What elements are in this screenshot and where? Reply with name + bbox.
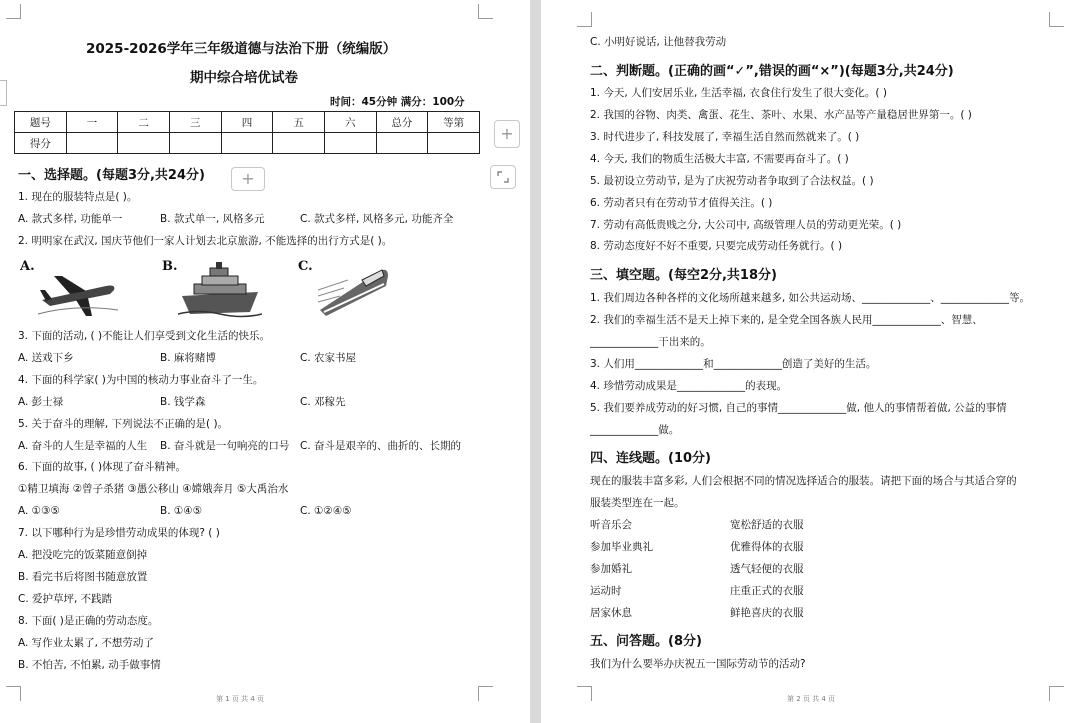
crop-mark — [1049, 686, 1064, 701]
crop-mark — [577, 686, 592, 701]
add-page-button[interactable] — [494, 120, 520, 148]
train-icon — [318, 262, 390, 318]
plus-icon: + — [500, 124, 514, 143]
option-text: A. ①③⑤ — [18, 505, 60, 517]
fill-item: _____________干出来的。 — [590, 336, 711, 348]
question-7: 7. 以下哪种行为是珍惜劳动成果的体现? ( ) — [18, 527, 220, 539]
crop-mark — [478, 4, 493, 19]
match-left-item: 听音乐会 — [590, 519, 632, 531]
question-4: 4. 下面的科学家( )为中国的核动力事业奋斗了一生。 — [18, 374, 264, 386]
airplane-icon — [36, 270, 120, 320]
left-edge-tab[interactable] — [0, 80, 7, 106]
score-cell: 等第 — [428, 112, 480, 133]
score-cell: 一 — [66, 112, 118, 133]
add-content-button[interactable] — [231, 167, 265, 191]
crop-mark — [478, 686, 493, 701]
score-cell: 二 — [118, 112, 170, 133]
score-table — [14, 111, 480, 154]
crop-mark — [6, 4, 21, 19]
option-text: C. ①②④⑤ — [300, 505, 352, 517]
score-cell — [324, 133, 376, 154]
question-3: 3. 下面的活动, ( )不能让人们享受到文化生活的快乐。 — [18, 330, 271, 342]
option-text: C. 款式多样, 风格多元, 功能齐全 — [300, 213, 454, 225]
option-text: B. 钱学森 — [160, 396, 206, 408]
option-text: A. 写作业太累了, 不想劳动了 — [18, 637, 154, 649]
exam-meta: 时间：45分钟 满分：100分 — [330, 96, 465, 108]
section-4-title: 四、连线题。(10分) — [590, 451, 711, 466]
match-left-item: 运动时 — [590, 585, 622, 597]
fill-item: 3. 人们用_____________和_____________创造了美好的生活。 — [590, 358, 877, 370]
question-1: 1. 现在的服装特点是( )。 — [18, 191, 138, 203]
score-cell — [428, 133, 480, 154]
score-cell: 得分 — [15, 133, 67, 154]
exam-page-1 — [0, 0, 530, 723]
section-3-title: 三、填空题。(每空2分,共18分) — [590, 268, 777, 283]
image-option-label: B. — [162, 259, 178, 274]
judge-item: 1. 今天, 人们安居乐业, 生活幸福, 衣食住行发生了很大变化。( ) — [590, 87, 887, 99]
page-footer: 第 2 页 共 4 页 — [787, 695, 836, 703]
option-text: B. 不怕苦, 不怕累, 动手做事情 — [18, 659, 161, 671]
crop-mark — [577, 12, 592, 27]
option-text: A. 奋斗的人生是幸福的人生 — [18, 440, 148, 452]
section-1-title: 一、选择题。(每题3分,共24分) — [18, 168, 205, 183]
match-intro: 服装类型连在一起。 — [590, 497, 685, 509]
score-cell — [221, 133, 273, 154]
expand-icon — [497, 171, 509, 183]
match-right-item: 鲜艳喜庆的衣服 — [730, 607, 804, 619]
option-text: C. 邓稼先 — [300, 396, 346, 408]
match-right-item: 透气轻便的衣服 — [730, 563, 804, 575]
score-table-score-row — [15, 133, 480, 154]
question-2: 2. 明明家在武汉, 国庆节他们一家人计划去北京旅游, 不能选择的出行方式是( )。 — [18, 235, 393, 247]
option-text: A. 送戏下乡 — [18, 352, 74, 364]
option-text: B. 看完书后将图书随意放置 — [18, 571, 148, 583]
exam-page-2 — [541, 0, 1080, 723]
fill-item: 1. 我们周边各种各样的文化场所越来越多, 如公共运动场、_____________、_____________等。 — [590, 292, 1031, 304]
section-2-title: 二、判断题。(正确的画“✓”,错误的画“×”)(每题3分,共24分) — [590, 64, 954, 79]
option-text: B. 款式单一, 风格多元 — [160, 213, 265, 225]
judge-item: 8. 劳动态度好不好不重要, 只要完成劳动任务就行。( ) — [590, 240, 843, 252]
question-5: 5. 关于奋斗的理解, 下列说法不正确的是( )。 — [18, 418, 229, 430]
match-right-item: 优雅得体的衣服 — [730, 541, 804, 553]
judge-item: 3. 时代进步了, 科技发展了, 幸福生活自然而然就来了。( ) — [590, 131, 860, 143]
judge-item: 4. 今天, 我们的物质生活极大丰富, 不需要再奋斗了。( ) — [590, 153, 849, 165]
match-right-item: 庄重正式的衣服 — [730, 585, 804, 597]
score-cell — [376, 133, 428, 154]
match-right-item: 宽松舒适的衣服 — [730, 519, 804, 531]
judge-item: 2. 我国的谷物、肉类、禽蛋、花生、茶叶、水果、水产品等产量稳居世界第一。( ) — [590, 109, 972, 121]
score-cell — [169, 133, 221, 154]
score-cell — [273, 133, 325, 154]
exam-title: 2025-2026学年三年级道德与法治下册（统编版） — [86, 41, 397, 57]
question-option-line: C. 小明好说话, 让他替我劳动 — [590, 36, 727, 48]
question-8: 8. 下面( )是正确的劳动态度。 — [18, 615, 159, 627]
image-option-label: A. — [20, 259, 35, 274]
judge-item: 5. 最初设立劳动节, 是为了庆祝劳动者争取到了合法权益。( ) — [590, 175, 874, 187]
expand-button[interactable] — [490, 165, 516, 189]
score-cell: 五 — [273, 112, 325, 133]
exam-subtitle: 期中综合培优试卷 — [190, 70, 298, 86]
option-text: A. 把没吃完的饭菜随意倒掉 — [18, 549, 148, 561]
option-text: A. 彭士禄 — [18, 396, 64, 408]
option-text: B. 麻将赌博 — [160, 352, 216, 364]
score-cell: 三 — [169, 112, 221, 133]
score-cell — [66, 133, 118, 154]
score-cell: 总分 — [376, 112, 428, 133]
judge-item: 7. 劳动有高低贵贱之分, 大公司中, 高级管理人员的劳动更光荣。( ) — [590, 219, 902, 231]
match-left-item: 居家休息 — [590, 607, 632, 619]
fill-item: 2. 我们的幸福生活不是天上掉下来的, 是全党全国各族人民用_____________、智慧、 — [590, 314, 983, 326]
option-text: C. 农家书屋 — [300, 352, 357, 364]
match-intro: 现在的服装丰富多彩, 人们会根据不同的情况选择适合的服装。请把下面的场合与其适合穿的 — [590, 475, 1017, 487]
option-text: B. 奋斗就是一句响亮的口号 — [160, 440, 290, 452]
score-table-header-row — [15, 112, 480, 133]
section-5-title: 五、问答题。(8分) — [590, 634, 702, 649]
crop-mark — [1049, 12, 1064, 27]
plus-icon: + — [241, 169, 255, 188]
question-6: 6. 下面的故事, ( )体现了奋斗精神。 — [18, 461, 187, 473]
option-text: A. 款式多样, 功能单一 — [18, 213, 123, 225]
fill-item: 5. 我们要养成劳动的好习惯, 自己的事情_____________做, 他人的事情帮着做, 公益的事情 — [590, 402, 1007, 414]
fill-item: _____________做。 — [590, 424, 680, 436]
score-cell: 四 — [221, 112, 273, 133]
match-left-item: 参加婚礼 — [590, 563, 632, 575]
match-left-item: 参加毕业典礼 — [590, 541, 653, 553]
crop-mark — [6, 686, 21, 701]
score-cell — [118, 133, 170, 154]
fill-item: 4. 珍惜劳动成果是_____________的表现。 — [590, 380, 788, 392]
option-text: C. 奋斗是艰辛的、曲折的、长期的 — [300, 440, 462, 452]
story-list: ①精卫填海 ②曾子杀猪 ③愚公移山 ④嫦娥奔月 ⑤大禹治水 — [18, 483, 289, 495]
page-footer: 第 1 页 共 4 页 — [216, 695, 265, 703]
option-text: B. ①④⑤ — [160, 505, 203, 517]
score-cell: 六 — [324, 112, 376, 133]
ship-icon — [178, 262, 262, 318]
question-text: 我们为什么要举办庆祝五一国际劳动节的活动? — [590, 658, 806, 670]
score-cell: 题号 — [15, 112, 67, 133]
image-option-label: C. — [298, 259, 313, 274]
option-text: C. 爱护草坪, 不践踏 — [18, 593, 113, 605]
judge-item: 6. 劳动者只有在劳动节才值得关注。( ) — [590, 197, 773, 209]
